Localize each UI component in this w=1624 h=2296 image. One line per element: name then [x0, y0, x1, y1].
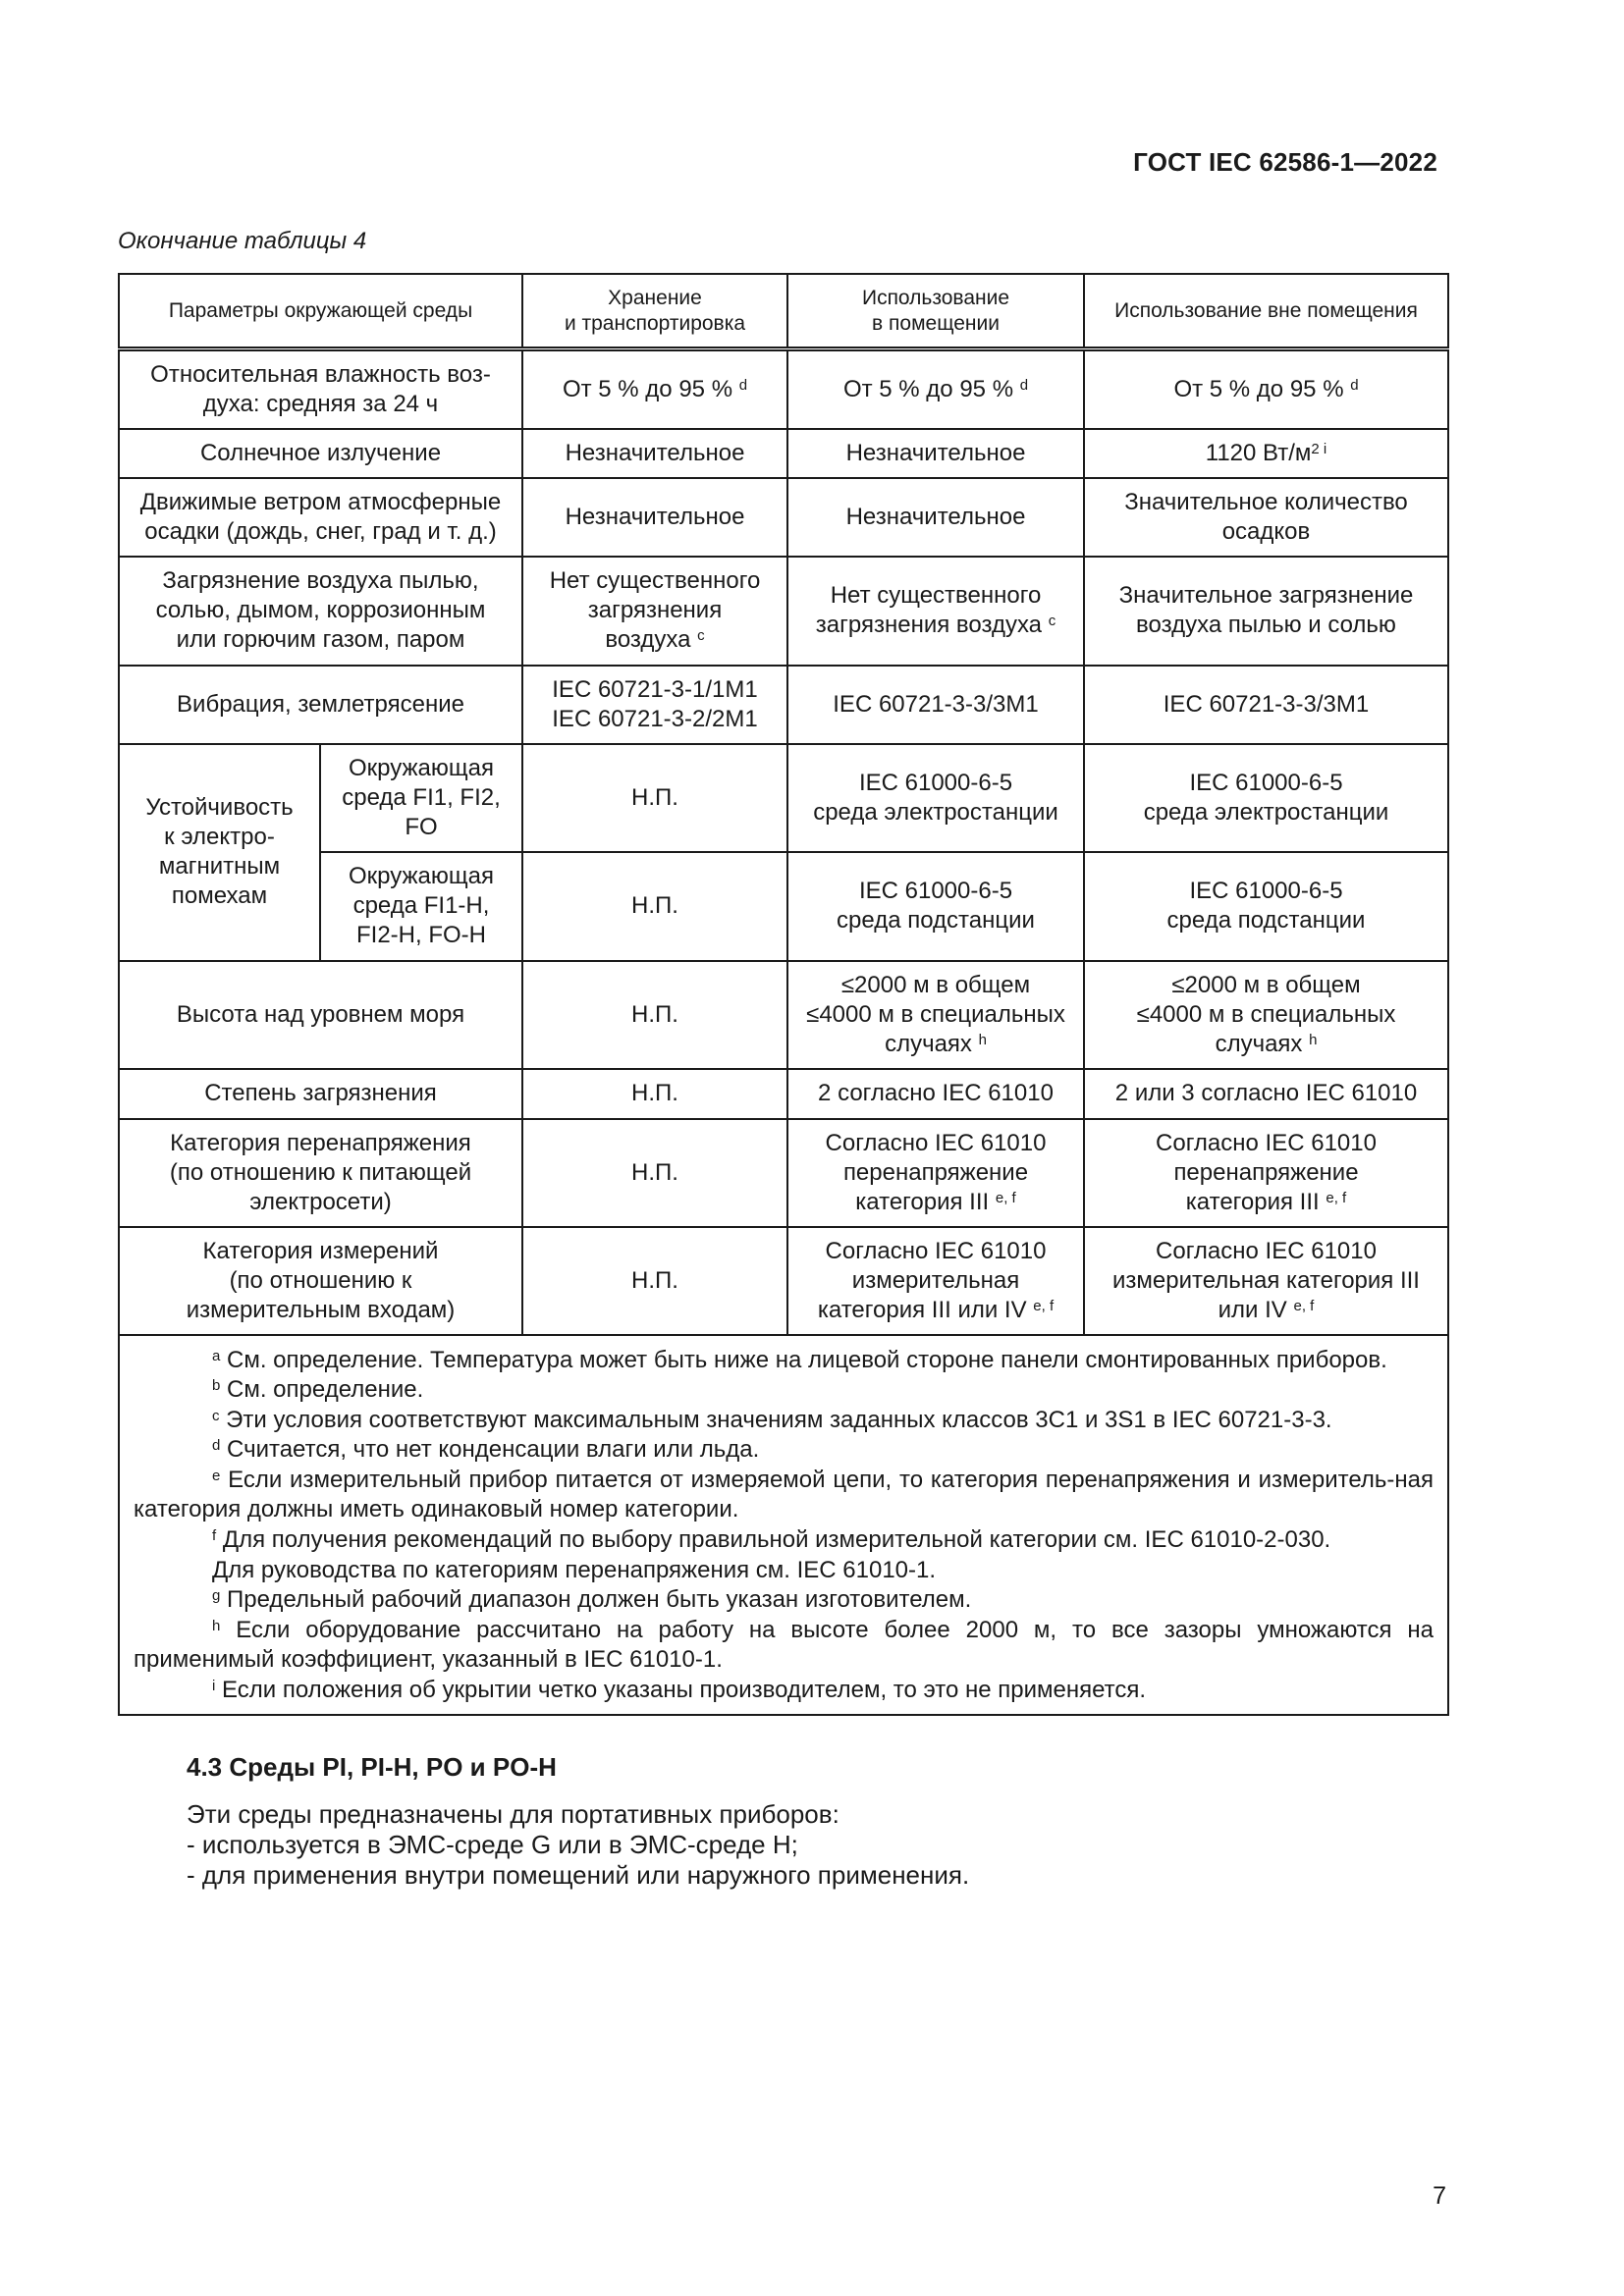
note-f-cont: Для руководства по категориям перенапряжения см. IEC 61010-1.	[212, 1556, 937, 1583]
note-f: $^f$ Для получения рекомендаций по выбору правильной измерительной категории см. IEC 61010-2-030.	[212, 1526, 1331, 1554]
table-row	[119, 1119, 1448, 1227]
table-notes-row	[119, 1335, 1448, 1715]
param-cell: Категория измерений (по отношению к измерительным входам)	[119, 1227, 522, 1335]
indoor-cell: От 5 % до 95 % $^d$	[787, 349, 1084, 429]
section-line: - для применения внутри помещений или наружного применения.	[187, 1860, 970, 1890]
note-b: $^b$ См. определение.	[212, 1376, 424, 1404]
param-cell: Солнечное излучение	[119, 429, 522, 478]
table-row	[119, 961, 1448, 1069]
note-d: $^d$ Считается, что нет конденсации влаги или льда.	[212, 1436, 760, 1464]
storage-cell: Н.П.	[522, 1227, 787, 1335]
storage-cell: Незначительное	[522, 478, 787, 557]
table-row	[119, 666, 1448, 744]
note-i: $^i$ Если положения об укрытии четко указаны производителем, то это не применяется.	[212, 1677, 1147, 1704]
note-c: $^c$ Эти условия соответствуют максимальным значениям заданных классов 3C1 и 3S1 в IEC 60721-3-3.	[212, 1406, 1332, 1433]
header-outdoor: Использование вне помещения	[1084, 274, 1448, 349]
table-row	[119, 744, 1448, 852]
storage-cell: От 5 % до 95 % $^d$	[522, 349, 787, 429]
table-row	[119, 1227, 1448, 1335]
emc-label-cell: Устойчивость к электро- магнитным помехам	[119, 744, 320, 961]
outdoor-cell: 2 или 3 согласно IEC 61010	[1084, 1069, 1448, 1119]
indoor-cell: Согласно IEC 61010 измерительная категория III или IV $^{e, f}$	[787, 1227, 1084, 1335]
page-number: 7	[1433, 2182, 1446, 2210]
table-caption: Окончание таблицы 4	[118, 228, 367, 254]
section-line: - используется в ЭМС-среде G или в ЭМС-среде H;	[187, 1830, 798, 1859]
section-body	[187, 1799, 969, 1891]
note-a: $^a$ См. определение. Температура может быть ниже на лицевой стороне панели смонтированных приборов.	[212, 1346, 1387, 1373]
table-row	[119, 557, 1448, 666]
indoor-cell: 2 согласно IEC 61010	[787, 1069, 1084, 1119]
outdoor-cell: Согласно IEC 61010 измерительная категория III или IV $^{e, f}$	[1084, 1227, 1448, 1335]
table-row	[119, 1069, 1448, 1119]
indoor-cell: Нет существенного загрязнения воздуха $^c$	[787, 557, 1084, 666]
storage-cell: Н.П.	[522, 961, 787, 1069]
document-id: ГОСТ IEC 62586-1—2022	[1133, 147, 1437, 177]
note-h: $^h$ Если оборудование рассчитано на работу на высоте более 2000 м, то все зазоры умножаются на применимый коэффициент, указанный в IEC 61010-1.	[134, 1616, 1435, 1674]
param-cell: Категория перенапряжения (по отношению к питающей электросети)	[119, 1119, 522, 1227]
indoor-cell: IEC 61000-6-5 среда электростанции	[787, 744, 1084, 852]
param-cell: Степень загрязнения	[119, 1069, 522, 1119]
indoor-cell: IEC 60721-3-3/3M1	[787, 666, 1084, 744]
outdoor-cell: Согласно IEC 61010 перенапряжение категория III $^{e, f}$	[1084, 1119, 1448, 1227]
table-header-row	[119, 274, 1448, 349]
outdoor-cell: IEC 60721-3-3/3M1	[1084, 666, 1448, 744]
param-cell: Движимые ветром атмосферные осадки (дождь, снег, град и т. д.)	[119, 478, 522, 557]
header-param: Параметры окружающей среды	[119, 274, 522, 349]
outdoor-cell: 1120 $Вт/м^{2 i}$	[1084, 429, 1448, 478]
indoor-cell: Незначительное	[787, 478, 1084, 557]
environment-table	[118, 273, 1449, 1716]
header-storage: Хранение и транспортировка	[522, 274, 787, 349]
param-cell: Высота над уровнем моря	[119, 961, 522, 1069]
emc-env-cell: Окружающая среда FI1-H, FI2-H, FO-H	[320, 852, 522, 961]
section-heading: 4.3 Среды PI, PI-H, PO и PO-H	[187, 1752, 557, 1782]
storage-cell: Нет существенного загрязнения воздуха $^c$	[522, 557, 787, 666]
note-e: $^e$ Если измерительный прибор питается от измеряемой цепи, то категория перенапряжения и измеритель-ная категория должны иметь одинаковый номер категории.	[134, 1466, 1434, 1523]
storage-cell: Н.П.	[522, 852, 787, 961]
storage-cell: Н.П.	[522, 1069, 787, 1119]
section-line: Эти среды предназначены для портативных приборов:	[187, 1799, 839, 1829]
param-cell: Загрязнение воздуха пылью, солью, дымом, коррозионным или горючим газом, паром	[119, 557, 522, 666]
table-row	[119, 349, 1448, 429]
table-notes	[119, 1335, 1448, 1715]
storage-cell: Н.П.	[522, 1119, 787, 1227]
outdoor-cell: Значительное загрязнение воздуха пылью и солью	[1084, 557, 1448, 666]
table-row	[119, 429, 1448, 478]
outdoor-cell: Значительное количество осадков	[1084, 478, 1448, 557]
indoor-cell: IEC 61000-6-5 среда подстанции	[787, 852, 1084, 961]
param-cell: Вибрация, землетрясение	[119, 666, 522, 744]
header-indoor: Использование в помещении	[787, 274, 1084, 349]
outdoor-cell: От 5 % до 95 % $^d$	[1084, 349, 1448, 429]
indoor-cell: Согласно IEC 61010 перенапряжение категория III $^{e, f}$	[787, 1119, 1084, 1227]
indoor-cell: Незначительное	[787, 429, 1084, 478]
note-g: $^g$ Предельный рабочий диапазон должен быть указан изготовителем.	[212, 1586, 972, 1614]
outdoor-cell: IEC 61000-6-5 среда подстанции	[1084, 852, 1448, 961]
storage-cell: Незначительное	[522, 429, 787, 478]
outdoor-cell: ≤2000 м в общем ≤4000 м в специальных случаях $^h$	[1084, 961, 1448, 1069]
outdoor-cell: IEC 61000-6-5 среда электростанции	[1084, 744, 1448, 852]
emc-env-cell: Окружающая среда FI1, FI2, FO	[320, 744, 522, 852]
indoor-cell: ≤2000 м в общем ≤4000 м в специальных случаях $^h$	[787, 961, 1084, 1069]
param-cell: Относительная влажность воз- духа: средняя за 24 ч	[119, 349, 522, 429]
table-row	[119, 478, 1448, 557]
storage-cell: Н.П.	[522, 744, 787, 852]
storage-cell: IEC 60721-3-1/1M1 IEC 60721-3-2/2M1	[522, 666, 787, 744]
